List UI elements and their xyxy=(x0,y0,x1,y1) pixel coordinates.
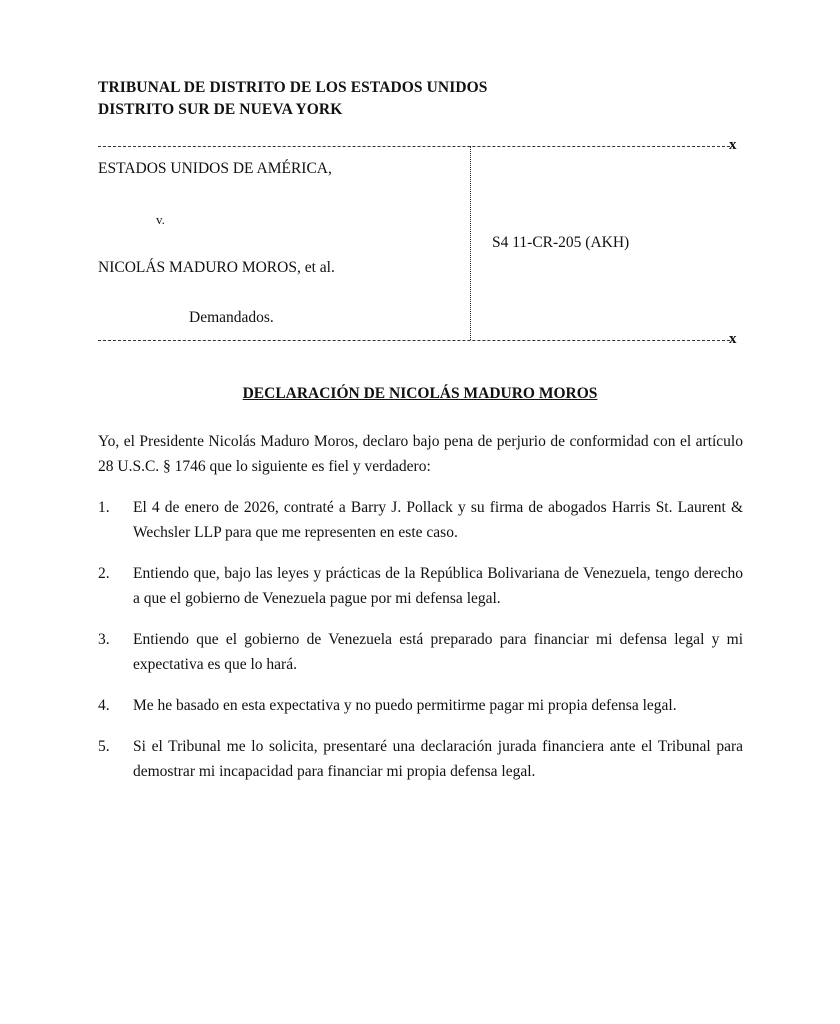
caption-vertical-divider xyxy=(470,146,471,340)
caption-defendant-role: Demandados. xyxy=(189,309,274,326)
item-text: Entiendo que, bajo las leyes y prácticas de la República Bolivariana de Venezuela, tengo derecho a que el gobierno de Venezuela pague por mi defensa legal. xyxy=(133,565,743,607)
document-title-wrapper xyxy=(0,385,840,403)
item-text: Me he basado en esta expectativa y no puedo permitirme pagar mi propia defensa legal. xyxy=(133,697,677,714)
caption-top-x-mark: x xyxy=(729,137,737,153)
item-text: El 4 de enero de 2026, contraté a Barry J. Pollack y su firma de abogados Harris St. Laurent & Wechsler LLP para que me representen en este caso. xyxy=(133,499,743,541)
caption-defendant: NICOLÁS MADURO MOROS, et al. xyxy=(98,259,335,276)
case-number: S4 11-CR-205 (AKH) xyxy=(492,234,630,251)
item-text: Si el Tribunal me lo solicita, presentaré una declaración jurada financiera ante el Tribunal para demostrar mi incapacidad para financiar mi propia defensa legal. xyxy=(133,738,743,780)
caption-plaintiff: ESTADOS UNIDOS DE AMÉRICA, xyxy=(98,160,332,177)
item-number: 2. xyxy=(98,565,110,582)
declaration-items xyxy=(98,495,743,800)
item-number: 4. xyxy=(98,697,110,714)
document-title: DECLARACIÓN DE NICOLÁS MADURO MOROS xyxy=(242,385,598,402)
court-name: TRIBUNAL DE DISTRITO DE LOS ESTADOS UNIDOS xyxy=(98,79,488,96)
caption-versus: v. xyxy=(156,212,165,227)
declaration-item-1 xyxy=(98,495,743,545)
caption-bottom-x-mark: x xyxy=(729,331,737,347)
court-district: DISTRITO SUR DE NUEVA YORK xyxy=(98,101,343,118)
item-number: 3. xyxy=(98,631,110,648)
caption-top-divider xyxy=(98,146,730,147)
item-number: 1. xyxy=(98,499,110,516)
item-number: 5. xyxy=(98,738,110,755)
caption-bottom-divider xyxy=(98,340,730,341)
declaration-item-3 xyxy=(98,627,743,677)
item-text: Entiendo que el gobierno de Venezuela está preparado para financiar mi defensa legal y mi expectativa es que lo hará. xyxy=(133,631,743,673)
declaration-item-4 xyxy=(98,693,743,718)
declaration-item-2 xyxy=(98,561,743,611)
declaration-item-5 xyxy=(98,734,743,784)
court-heading xyxy=(98,77,488,121)
declaration-intro: Yo, el Presidente Nicolás Maduro Moros, declaro bajo pena de perjurio de conformidad con el artículo 28 U.S.C. § 1746 que lo siguiente es fiel y verdadero: xyxy=(98,433,743,475)
